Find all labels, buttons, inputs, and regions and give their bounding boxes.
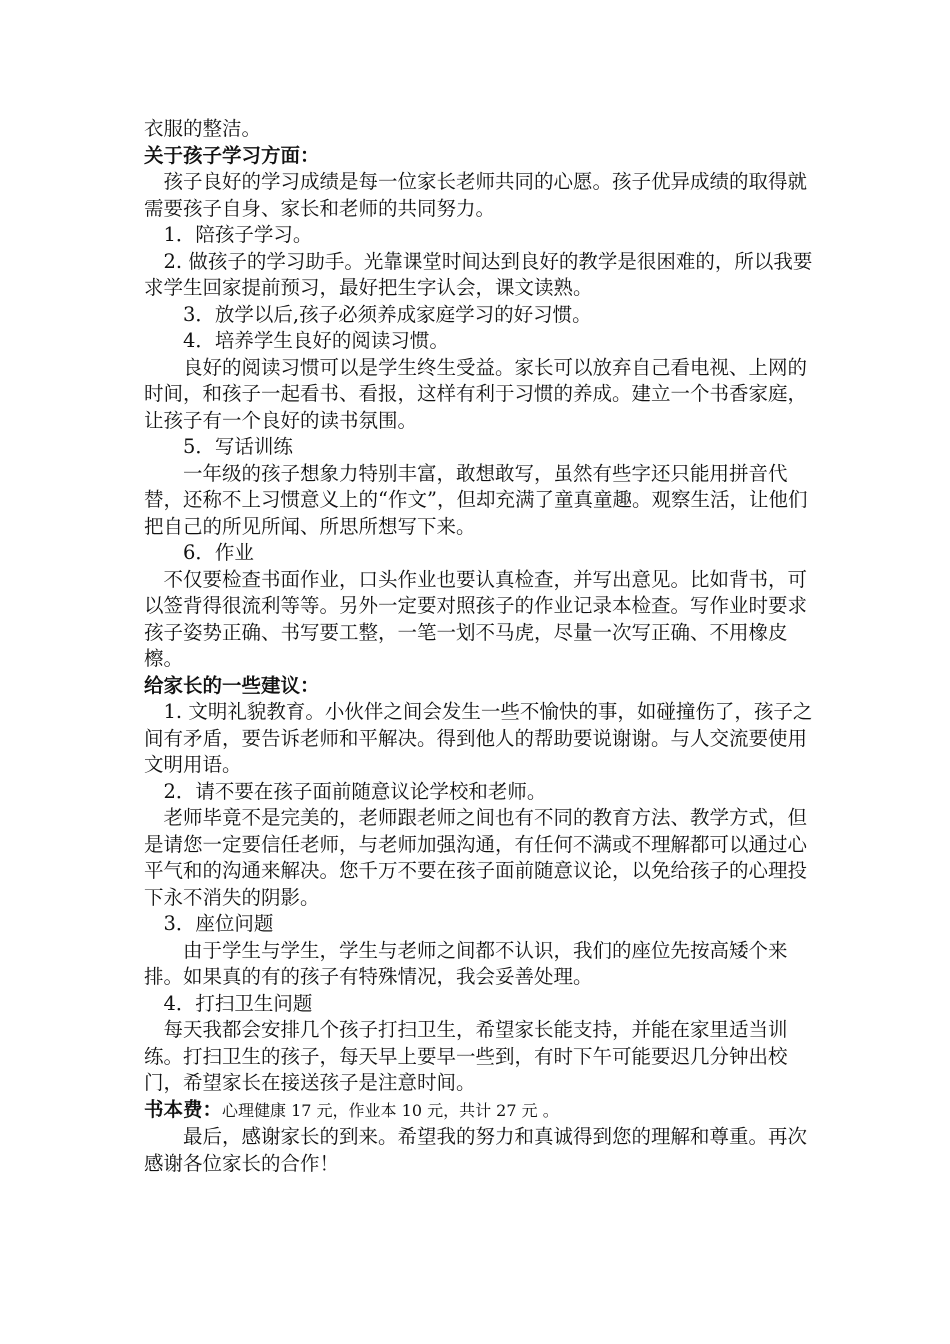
paragraph-text: 由于学生与学生，学生与老师之间都不认识，我们的座位先按高矮个来排。如果真的有的孩子有特殊情况，我会妥善处理。	[144, 938, 788, 988]
paragraph-indent	[144, 568, 164, 591]
paragraph	[144, 169, 824, 222]
paragraph-text: 一年级的孩子想象力特别丰富，敢想敢写，虽然有些字还只能用拼音代替，还称不上习惯意义上的“作文”，但却充满了童真童趣。观察生活，让他们把自己的所见所闻、所思所想写下来。	[144, 461, 808, 538]
paragraph-indent	[144, 170, 164, 193]
paragraph	[144, 991, 824, 1018]
paragraph	[144, 540, 824, 567]
paragraph-text: 2. 做孩子的学习助手。光靠课堂时间达到良好的教学是很困难的，所以我要求学生回家提前预习，最好把生字认会，课文读熟。	[144, 249, 813, 299]
paragraph	[144, 328, 824, 355]
paragraph-indent	[144, 356, 183, 379]
paragraph-indent	[144, 329, 183, 352]
paragraph-text: 孩子良好的学习成绩是每一位家长老师共同的心愿。孩子优异成绩的取得就需要孩子自身、家长和老师的共同努力。	[144, 170, 808, 220]
paragraph-indent	[144, 939, 183, 962]
paragraph	[144, 779, 824, 806]
paragraph	[144, 222, 824, 249]
closing-text: 最后，感谢家长的到来。希望我的努力和真诚得到您的理解和尊重。再次感谢各位家长的合作！	[144, 1125, 808, 1175]
paragraph-text: 1．陪孩子学习。	[163, 223, 313, 246]
paragraph-text: 5．写话训练	[183, 435, 293, 458]
fee-line	[144, 1097, 824, 1125]
fee-label: 书本费：	[144, 1097, 223, 1121]
paragraph	[144, 805, 824, 911]
closing-indent	[144, 1125, 183, 1148]
paragraph-text: 2．请不要在孩子面前随意议论学校和老师。	[163, 779, 547, 803]
paragraph-indent	[144, 912, 164, 935]
paragraph-text: 衣服的整洁。	[144, 117, 262, 140]
paragraph-text: 每天我都会安排几个孩子打扫卫生，希望家长能支持，并能在家里适当训练。打扫卫生的孩子，每天早上要早一些到，有时下午可能要迟几分钟出校门，希望家长在接送孩子是注意时间。	[144, 1018, 788, 1094]
paragraph-text: 老师毕竟不是完美的，老师跟老师之间也有不同的教育方法、教学方式，但是请您一定要信任老师，与老师加强沟通，有任何不满或不理解都可以通过心平气和的沟通来解决。您千万不要在孩子面前随意议论，以免给孩子的心理投下永不消失的阴影。	[144, 806, 808, 909]
section-heading: 给家长的一些建议：	[144, 673, 320, 697]
paragraph	[144, 1017, 824, 1097]
paragraph	[144, 249, 824, 302]
paragraph-indent	[144, 250, 164, 273]
document-page	[144, 116, 824, 1177]
document-body	[144, 116, 824, 1097]
paragraph-indent	[144, 806, 164, 829]
paragraph	[144, 116, 824, 143]
paragraph-text: 良好的阅读习惯可以是学生终生受益。家长可以放弃自己看电视、上网的时间，和孩子一起看书、看报，这样有利于习惯的养成。建立一个书香家庭，让孩子有一个良好的读书氛围。	[144, 355, 808, 432]
paragraph	[144, 461, 824, 541]
paragraph-indent	[144, 992, 164, 1015]
paragraph	[144, 911, 824, 938]
paragraph	[144, 938, 824, 991]
closing-paragraph	[144, 1124, 824, 1177]
paragraph-text: 3．放学以后,孩子必须养成家庭学习的好习惯。	[183, 302, 592, 326]
paragraph-indent	[144, 780, 164, 803]
paragraph-text: 不仅要检查书面作业，口头作业也要认真检查，并写出意见。比如背书，可以签背得很流利等等。另外一定要对照孩子的作业记录本检查。写作业时要求孩子姿势正确、书写要工整，一笔一划不马虎，尽量一次写正确、不用橡皮檫。	[144, 567, 808, 670]
paragraph-indent	[144, 541, 183, 564]
paragraph-indent	[144, 700, 164, 723]
paragraph	[144, 302, 824, 329]
paragraph	[144, 355, 824, 435]
paragraph-text: 4．培养学生良好的阅读习惯。	[183, 329, 449, 352]
paragraph	[144, 699, 824, 779]
paragraph-indent	[144, 303, 183, 326]
paragraph-indent	[144, 462, 183, 485]
paragraph-text: 4．打扫卫生问题	[163, 991, 313, 1015]
section-heading: 关于孩子学习方面：	[144, 143, 320, 167]
paragraph-text: 6．作业	[183, 541, 254, 564]
fee-text: 心理健康 17 元，作业本 10 元，共计 27 元 。	[222, 1100, 559, 1120]
paragraph-text: 3．座位问题	[163, 912, 274, 935]
paragraph	[144, 434, 824, 461]
paragraph-indent	[144, 1018, 164, 1041]
paragraph-indent	[144, 435, 183, 458]
paragraph	[144, 567, 824, 673]
paragraph-text: 1. 文明礼貌教育。小伙伴之间会发生一些不愉快的事，如碰撞伤了，孩子之间有矛盾，要告诉老师和平解决。得到他人的帮助要说谢谢。与人交流要使用文明用语。	[144, 700, 813, 776]
paragraph-indent	[144, 223, 164, 246]
